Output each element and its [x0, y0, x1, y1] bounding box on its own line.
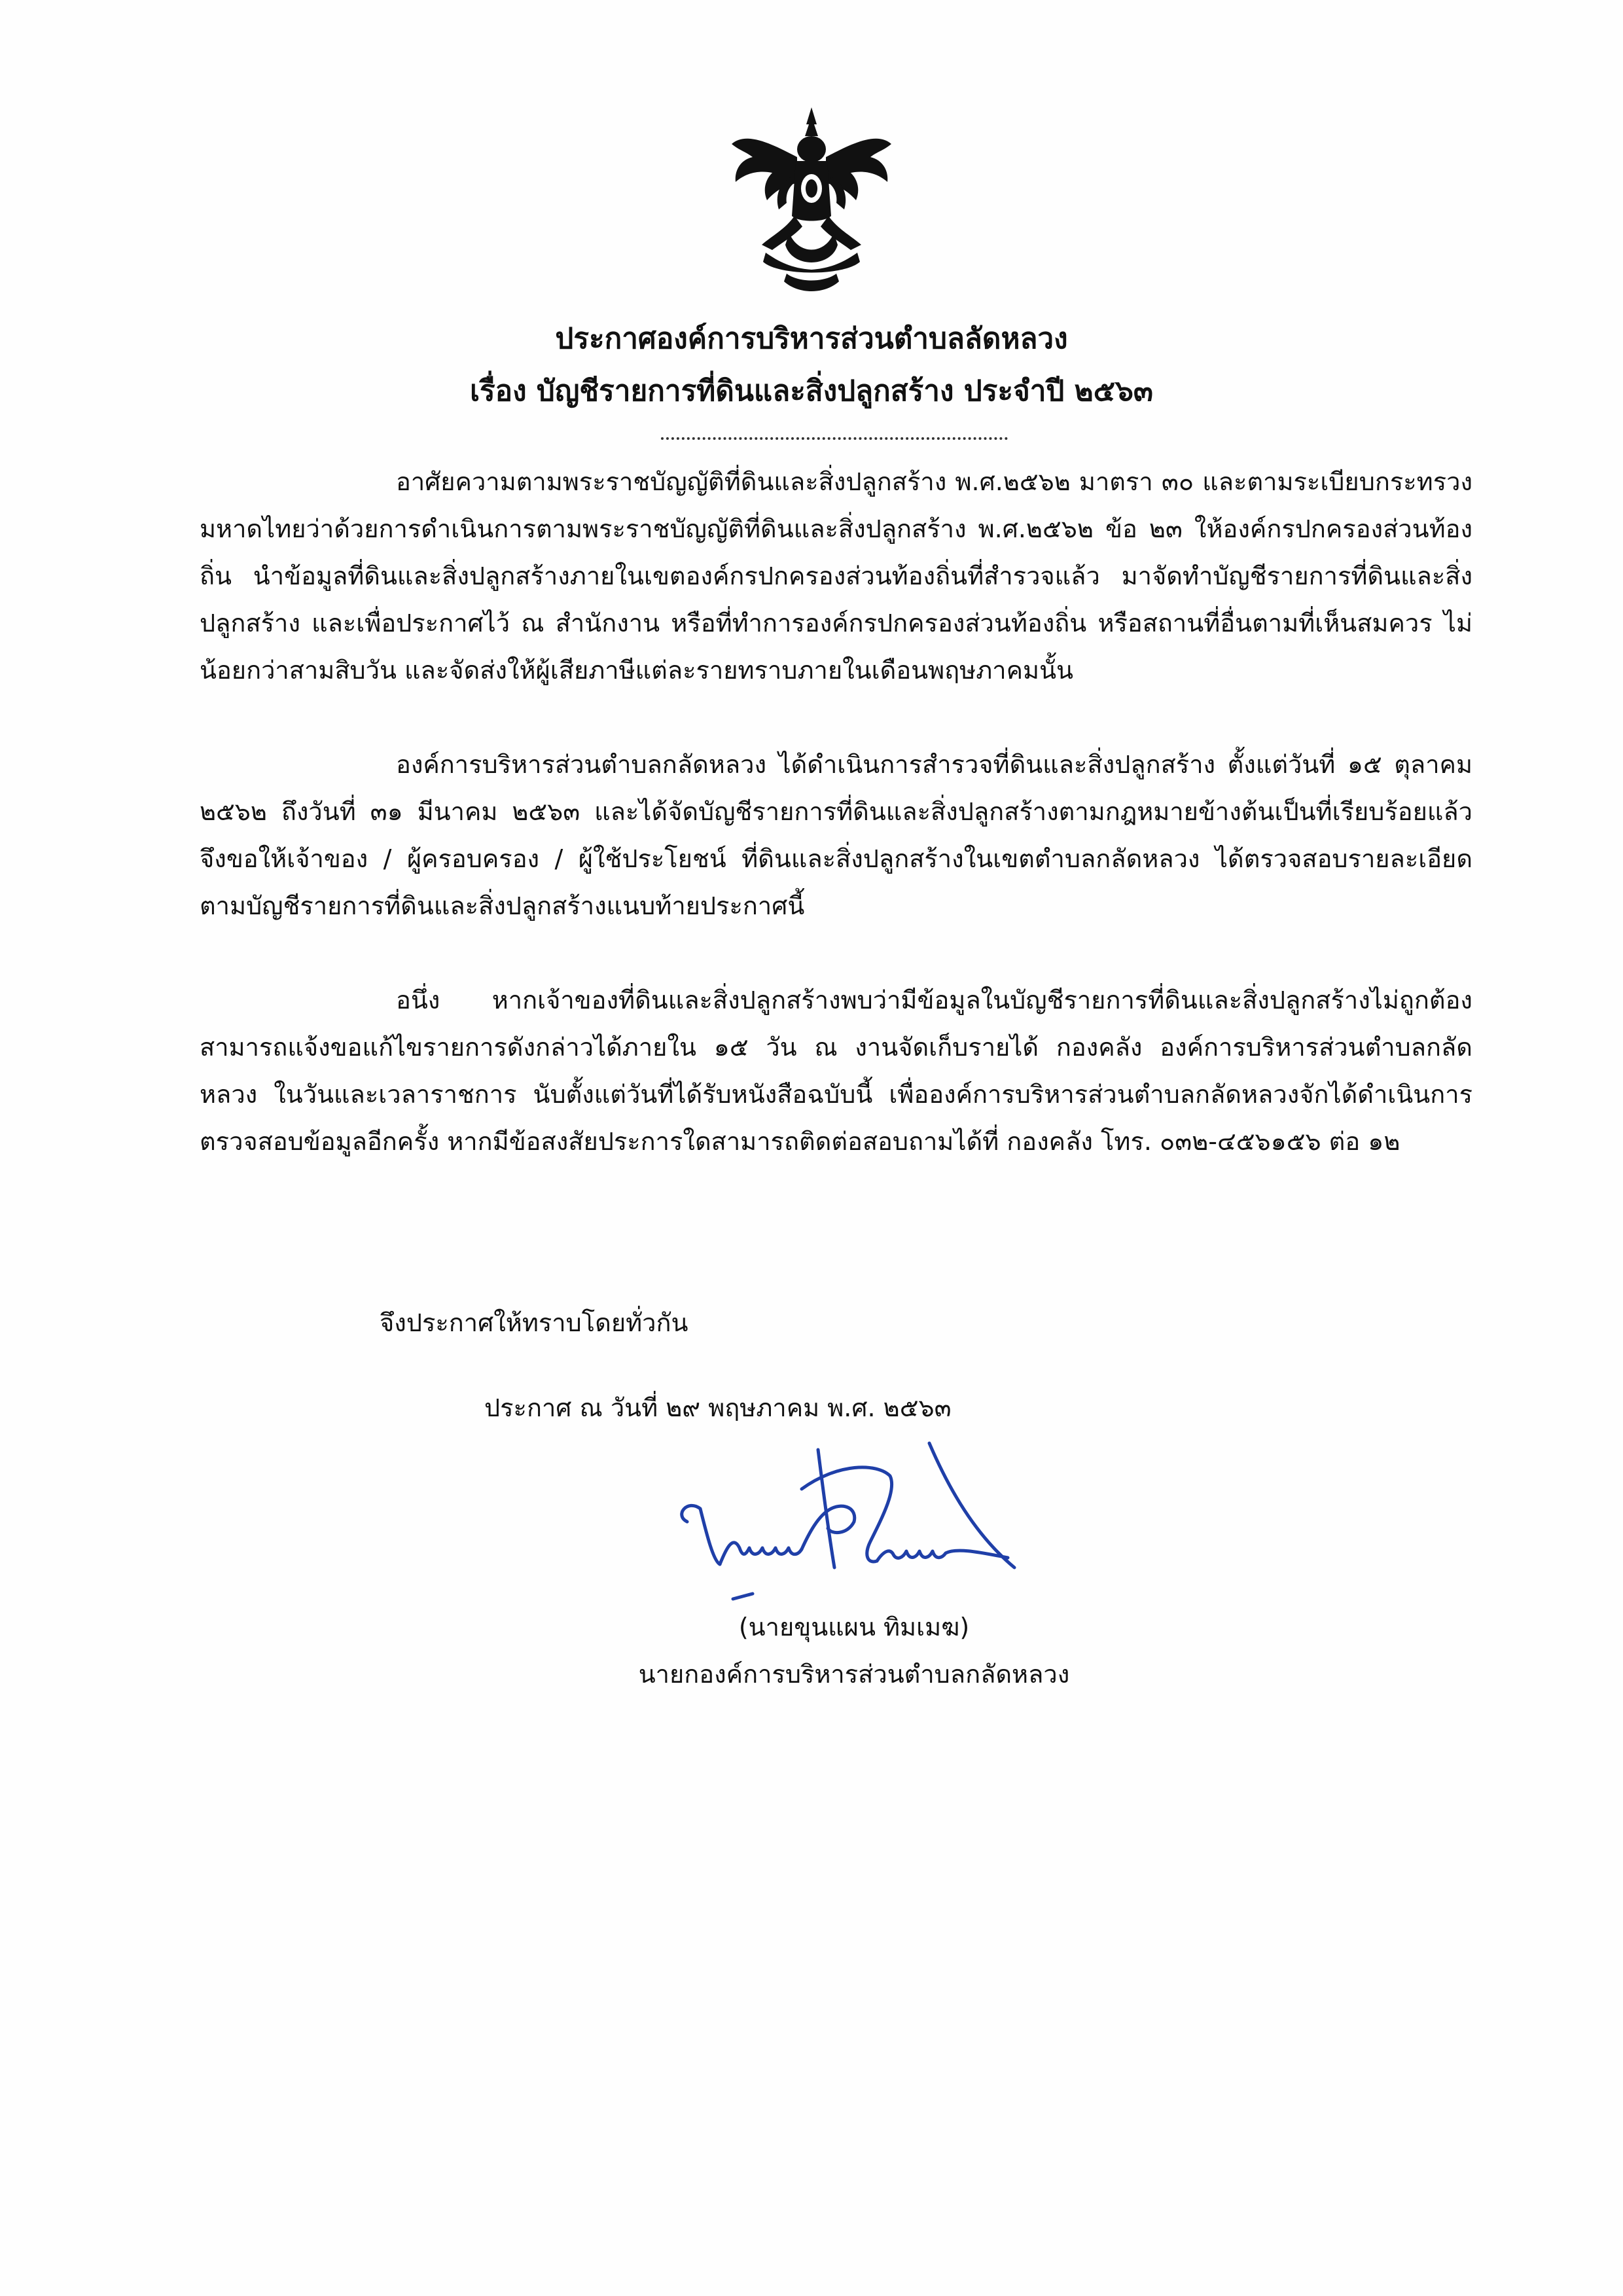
closing-announcement: จึงประกาศให้ทราบโดยทั่วกัน: [380, 1308, 688, 1337]
signature-icon: [668, 1437, 1060, 1607]
document-title: [0, 313, 1623, 418]
title-line-1: ประกาศองค์การบริหารส่วนตำบลลัดหลวง: [555, 322, 1068, 355]
signer-title: นายกองค์การบริหารส่วนตำบลกลัดหลวง: [638, 1660, 1070, 1689]
title-line-2: เรื่อง บัญชีรายการที่ดินและสิ่งปลูกสร้าง ประจำปี ๒๕๖๓: [469, 374, 1153, 408]
paragraph-1: อาศัยความตามพระราชบัญญัติที่ดินและสิ่งปลูกสร้าง พ.ศ.๒๕๖๒ มาตรา ๓๐ และตามระเบียบกระทรวงมหาดไทยว่าด้วยการดำเนินการตามพระราชบัญญัติที่ดินและสิ่งปลูกสร้าง พ.ศ.๒๕๖๒ ข้อ ๒๓ ให้องค์กรปกครองส่วนท้องถิ่น นำข้อมูลที่ดินและสิ่งปลูกสร้างภายในเขตองค์กรปกครองส่วนท้องถิ่นที่สำรวจแล้ว มาจัดทำบัญชีรายการที่ดินและสิ่งปลูกสร้าง และเพื่อประกาศไว้ ณ สำนักงาน หรือที่ทำการองค์กรปกครองส่วนท้องถิ่น หรือสถานที่อื่นตามที่เห็นสมควร ไม่น้อยกว่าสามสิบวัน และจัดส่งให้ผู้เสียภาษีแต่ละรายทราบภายในเดือนพฤษภาคมนั้น: [200, 467, 1472, 685]
paragraph-3: อนึ่ง หากเจ้าของที่ดินและสิ่งปลูกสร้างพบว่ามีข้อมูลในบัญชีรายการที่ดินและสิ่งปลูกสร้างไม่ถูกต้อง สามารถแจ้งขอแก้ไขรายการดังกล่าวได้ภายใน ๑๕ วัน ณ งานจัดเก็บรายได้ กองคลัง องค์การบริหารส่วนตำบลกลัดหลวง ในวันและเวลาราชการ นับตั้งแต่วันที่ได้รับหนังสือฉบับนี้ เพื่อองค์การบริหารส่วนตำบลกลัดหลวงจักได้ดำเนินการตรวจสอบข้อมูลอีกครั้ง หากมีข้อสงสัยประการใดสามารถติดต่อสอบถามได้ที่ กองคลัง โทร. ๐๓๒-๔๕๖๑๕๖ ต่อ ๑๒: [200, 986, 1472, 1156]
garuda-emblem-icon: [726, 105, 897, 295]
announcement-date: ประกาศ ณ วันที่ ๒๙ พฤษภาคม พ.ศ. ๒๕๖๓: [484, 1393, 952, 1422]
title-divider: [661, 437, 1008, 440]
signer-name: (นายขุนแผน ทิมเมฆ): [738, 1613, 970, 1641]
document-body: [200, 458, 1472, 1165]
paragraph-2: องค์การบริหารส่วนตำบลกลัดหลวง ได้ดำเนินการสำรวจที่ดินและสิ่งปลูกสร้าง ตั้งแต่วันที่ ๑๕ ตุลาคม ๒๕๖๒ ถึงวันที่ ๓๑ มีนาคม ๒๕๖๓ และได้จัดบัญชีรายการที่ดินและสิ่งปลูกสร้างตามกฎหมายข้างต้นเป็นที่เรียบร้อยแล้ว จึงขอให้เจ้าของ / ผู้ครอบครอง / ผู้ใช้ประโยชน์ ที่ดินและสิ่งปลูกสร้างในเขตตำบลกลัดหลวง ได้ตรวจสอบรายละเอียดตามบัญชีรายการที่ดินและสิ่งปลูกสร้างแนบท้ายประกาศนี้: [200, 750, 1472, 920]
